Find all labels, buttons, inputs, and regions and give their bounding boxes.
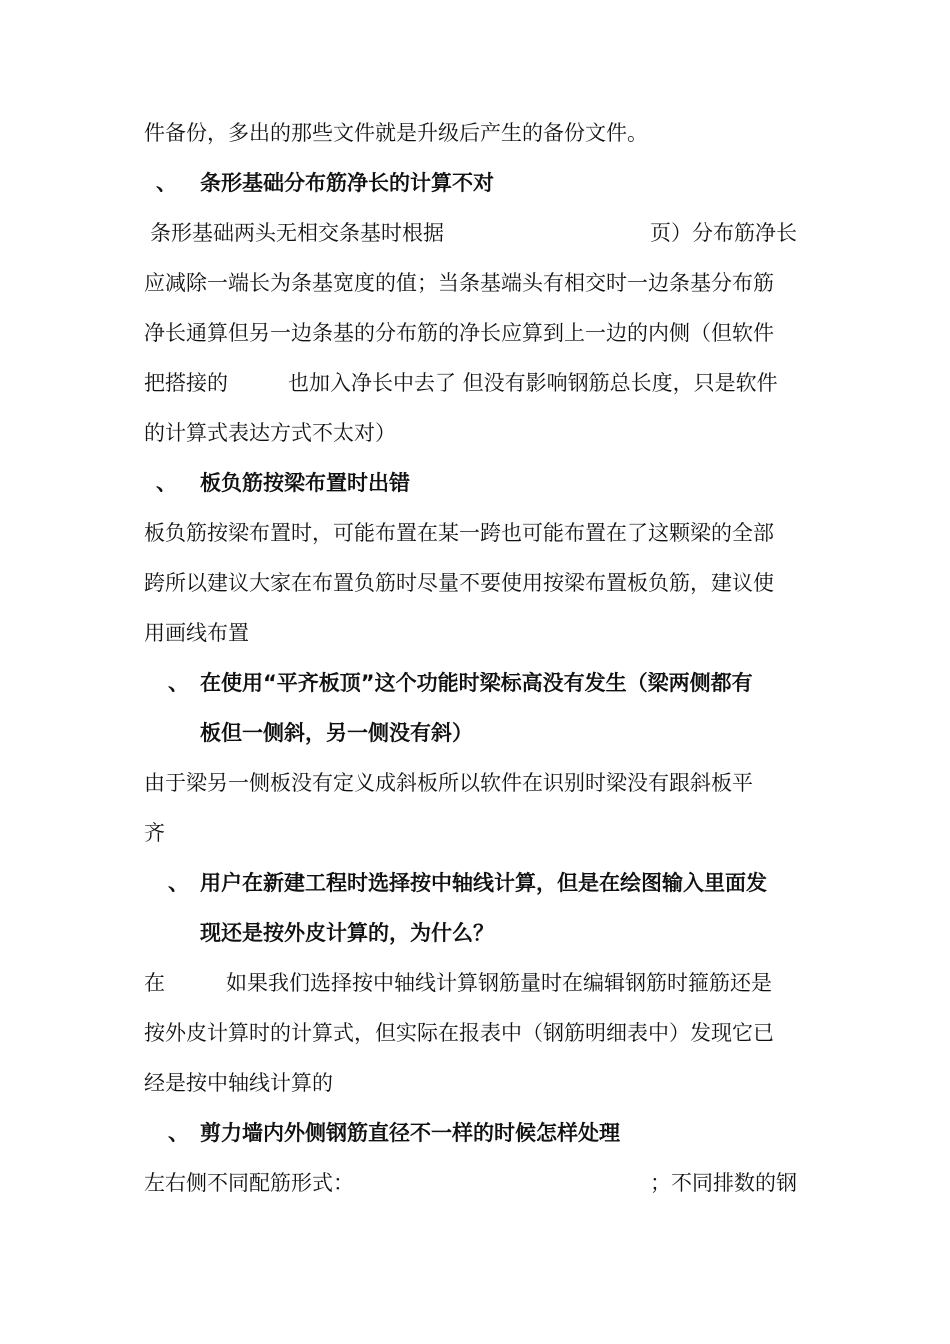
section-heading: 剪力墙内外侧钢筋直径不一样的时候怎样处理 bbox=[200, 1121, 620, 1145]
section-heading: 现还是按外皮计算的，为什么？ bbox=[200, 921, 494, 945]
heading-bullet: 、 bbox=[156, 171, 177, 195]
body-text-line: 的计算式表达方式不太对） bbox=[144, 421, 396, 445]
section-heading: 条形基础分布筋净长的计算不对 bbox=[200, 171, 494, 195]
body-text-line: 由于梁另一侧板没有定义成斜板所以软件在识别时梁没有跟斜板平 bbox=[144, 771, 753, 795]
heading-bullet: 、 bbox=[168, 871, 189, 895]
section-heading: 板负筋按梁布置时出错 bbox=[200, 471, 410, 495]
body-text-line: 齐 bbox=[144, 821, 165, 845]
body-text-line: 把搭接的 bbox=[144, 371, 228, 395]
body-text-line: 跨所以建议大家在布置负筋时尽量不要使用按梁布置板负筋，建议使 bbox=[144, 571, 774, 595]
body-text-line: 经是按中轴线计算的 bbox=[144, 1071, 333, 1095]
section-heading: 板但一侧斜，另一侧没有斜） bbox=[200, 721, 473, 745]
heading-bullet: 、 bbox=[156, 471, 177, 495]
body-text-line: 板负筋按梁布置时，可能布置在某一跨也可能布置在了这颗梁的全部 bbox=[144, 521, 774, 545]
body-text-line: 应减除一端长为条基宽度的值；当条基端头有相交时一边条基分布筋 bbox=[144, 271, 774, 295]
heading-bullet: 、 bbox=[168, 671, 189, 695]
heading-bullet: 、 bbox=[168, 1121, 189, 1145]
body-text-line: 按外皮计算时的计算式，但实际在报表中（钢筋明细表中）发现它已 bbox=[144, 1021, 774, 1045]
body-text-line: 净长通算但另一边条基的分布筋的净长应算到上一边的内侧（但软件 bbox=[144, 321, 774, 345]
body-text-line: 如果我们选择按中轴线计算钢筋量时在编辑钢筋时箍筋还是 bbox=[226, 971, 772, 995]
body-text-line: 用画线布置 bbox=[144, 621, 249, 645]
body-text-line: 条形基础两头无相交条基时根据 bbox=[150, 221, 444, 245]
section-heading: 在使用“平齐板顶”这个功能时梁标高没有发生（梁两侧都有 bbox=[200, 671, 753, 695]
body-text-line: 件备份，多出的那些文件就是升级后产生的备份文件。 bbox=[144, 121, 648, 145]
body-text-line: 在 bbox=[144, 971, 165, 995]
body-text-line: ；不同排数的钢 bbox=[650, 1171, 797, 1195]
body-text-line: 左右侧不同配筋形式： bbox=[144, 1171, 354, 1195]
body-text-line: 页）分布筋净长 bbox=[650, 221, 797, 245]
section-heading: 用户在新建工程时选择按中轴线计算，但是在绘图输入里面发 bbox=[200, 871, 767, 895]
body-text-line: 也加入净长中去了 但没有影响钢筋总长度，只是软件 bbox=[288, 371, 778, 395]
